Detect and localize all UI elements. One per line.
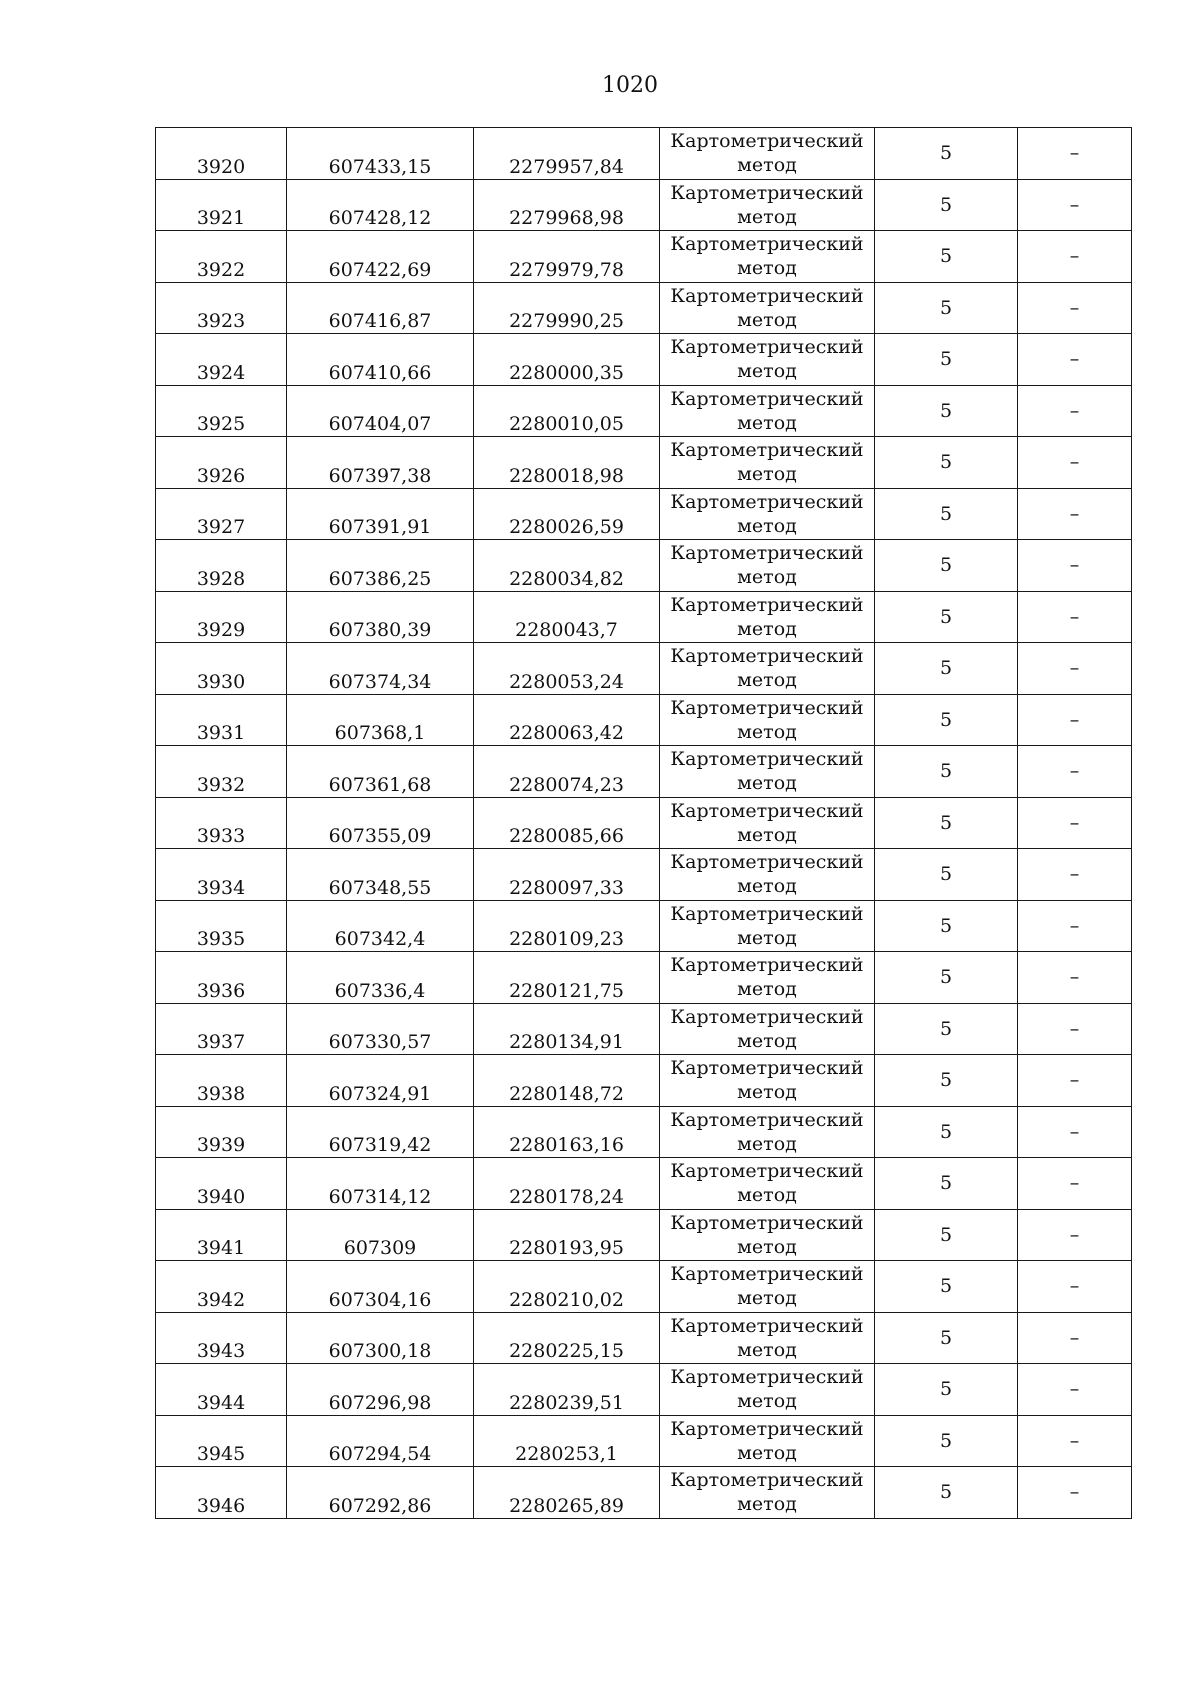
method-line-1: Картометрический bbox=[670, 130, 864, 153]
method-line-2: метод bbox=[737, 257, 797, 280]
method-line-1: Картометрический bbox=[670, 696, 864, 719]
method-line-2: метод bbox=[737, 1287, 797, 1310]
x-coordinate-cell: 607410,66 bbox=[287, 334, 474, 386]
table-row bbox=[156, 1209, 1132, 1261]
y-coordinate-cell: 2280034,82 bbox=[474, 540, 660, 592]
x-coordinate-cell: 607296,98 bbox=[287, 1364, 474, 1416]
table-row bbox=[156, 952, 1132, 1004]
point-number-cell: 3933 bbox=[156, 797, 287, 849]
method-line-1: Картометрический bbox=[670, 1469, 864, 1492]
table-row bbox=[156, 1261, 1132, 1313]
method-cell bbox=[660, 334, 875, 386]
accuracy-cell: 5 bbox=[875, 591, 1018, 643]
description-cell: – bbox=[1018, 1209, 1132, 1261]
x-coordinate-cell: 607294,54 bbox=[287, 1415, 474, 1467]
y-coordinate-cell: 2280053,24 bbox=[474, 643, 660, 695]
method-line-1: Картометрический bbox=[670, 1417, 864, 1440]
y-coordinate-cell: 2280210,02 bbox=[474, 1261, 660, 1313]
method-line-2: метод bbox=[737, 1081, 797, 1104]
table-row bbox=[156, 282, 1132, 334]
table-row bbox=[156, 746, 1132, 798]
y-coordinate-cell: 2280134,91 bbox=[474, 1003, 660, 1055]
method-cell bbox=[660, 540, 875, 592]
table-row bbox=[156, 694, 1132, 746]
point-number-cell: 3945 bbox=[156, 1415, 287, 1467]
table-row bbox=[156, 1467, 1132, 1519]
method-cell bbox=[660, 282, 875, 334]
x-coordinate-cell: 607309 bbox=[287, 1209, 474, 1261]
y-coordinate-cell: 2279979,78 bbox=[474, 231, 660, 283]
y-coordinate-cell: 2280074,23 bbox=[474, 746, 660, 798]
point-number-cell: 3944 bbox=[156, 1364, 287, 1416]
point-number-cell: 3936 bbox=[156, 952, 287, 1004]
method-line-2: метод bbox=[737, 463, 797, 486]
method-line-2: метод bbox=[737, 669, 797, 692]
accuracy-cell: 5 bbox=[875, 282, 1018, 334]
description-cell: – bbox=[1018, 334, 1132, 386]
x-coordinate-cell: 607355,09 bbox=[287, 797, 474, 849]
point-number-cell: 3938 bbox=[156, 1055, 287, 1107]
method-cell bbox=[660, 231, 875, 283]
description-cell: – bbox=[1018, 179, 1132, 231]
method-line-2: метод bbox=[737, 1493, 797, 1516]
x-coordinate-cell: 607397,38 bbox=[287, 437, 474, 489]
y-coordinate-cell: 2280178,24 bbox=[474, 1158, 660, 1210]
x-coordinate-cell: 607374,34 bbox=[287, 643, 474, 695]
point-number-cell: 3920 bbox=[156, 128, 287, 180]
method-line-1: Картометрический bbox=[670, 233, 864, 256]
description-cell: – bbox=[1018, 1312, 1132, 1364]
point-number-cell: 3942 bbox=[156, 1261, 287, 1313]
table-row bbox=[156, 1158, 1132, 1210]
description-cell: – bbox=[1018, 385, 1132, 437]
x-coordinate-cell: 607324,91 bbox=[287, 1055, 474, 1107]
method-cell bbox=[660, 1364, 875, 1416]
point-number-cell: 3930 bbox=[156, 643, 287, 695]
point-number-cell: 3923 bbox=[156, 282, 287, 334]
point-number-cell: 3927 bbox=[156, 488, 287, 540]
method-cell bbox=[660, 1467, 875, 1519]
description-cell: – bbox=[1018, 437, 1132, 489]
method-cell bbox=[660, 1209, 875, 1261]
description-cell: – bbox=[1018, 849, 1132, 901]
y-coordinate-cell: 2280063,42 bbox=[474, 694, 660, 746]
accuracy-cell: 5 bbox=[875, 900, 1018, 952]
method-line-1: Картометрический bbox=[670, 1057, 864, 1080]
method-line-1: Картометрический bbox=[670, 1108, 864, 1131]
method-line-2: метод bbox=[737, 1338, 797, 1361]
accuracy-cell: 5 bbox=[875, 694, 1018, 746]
method-line-1: Картометрический bbox=[670, 1160, 864, 1183]
y-coordinate-cell: 2280109,23 bbox=[474, 900, 660, 952]
method-line-1: Картометрический bbox=[670, 542, 864, 565]
y-coordinate-cell: 2279990,25 bbox=[474, 282, 660, 334]
description-cell: – bbox=[1018, 1364, 1132, 1416]
table-body bbox=[156, 128, 1132, 1519]
x-coordinate-cell: 607433,15 bbox=[287, 128, 474, 180]
method-line-1: Картометрический bbox=[670, 593, 864, 616]
table-row bbox=[156, 1415, 1132, 1467]
method-line-2: метод bbox=[737, 1235, 797, 1258]
y-coordinate-cell: 2280253,1 bbox=[474, 1415, 660, 1467]
method-line-1: Картометрический bbox=[670, 1211, 864, 1234]
method-cell bbox=[660, 1312, 875, 1364]
y-coordinate-cell: 2280000,35 bbox=[474, 334, 660, 386]
point-number-cell: 3937 bbox=[156, 1003, 287, 1055]
point-number-cell: 3939 bbox=[156, 1106, 287, 1158]
table-row bbox=[156, 179, 1132, 231]
coordinates-table bbox=[155, 127, 1132, 1519]
method-line-1: Картометрический bbox=[670, 748, 864, 771]
point-number-cell: 3934 bbox=[156, 849, 287, 901]
x-coordinate-cell: 607391,91 bbox=[287, 488, 474, 540]
method-line-1: Картометрический bbox=[670, 284, 864, 307]
page-number: 1020 bbox=[602, 73, 658, 98]
x-coordinate-cell: 607319,42 bbox=[287, 1106, 474, 1158]
point-number-cell: 3932 bbox=[156, 746, 287, 798]
method-line-1: Картометрический bbox=[670, 851, 864, 874]
description-cell: – bbox=[1018, 282, 1132, 334]
point-number-cell: 3929 bbox=[156, 591, 287, 643]
method-line-2: метод bbox=[737, 308, 797, 331]
accuracy-cell: 5 bbox=[875, 385, 1018, 437]
accuracy-cell: 5 bbox=[875, 540, 1018, 592]
accuracy-cell: 5 bbox=[875, 128, 1018, 180]
method-line-2: метод bbox=[737, 875, 797, 898]
method-line-1: Картометрический bbox=[670, 1366, 864, 1389]
point-number-cell: 3924 bbox=[156, 334, 287, 386]
description-cell: – bbox=[1018, 694, 1132, 746]
method-line-2: метод bbox=[737, 566, 797, 589]
method-line-2: метод bbox=[737, 360, 797, 383]
method-cell bbox=[660, 488, 875, 540]
method-cell bbox=[660, 1003, 875, 1055]
x-coordinate-cell: 607292,86 bbox=[287, 1467, 474, 1519]
method-line-1: Картометрический bbox=[670, 954, 864, 977]
method-line-1: Картометрический bbox=[670, 439, 864, 462]
description-cell: – bbox=[1018, 1261, 1132, 1313]
accuracy-cell: 5 bbox=[875, 437, 1018, 489]
point-number-cell: 3925 bbox=[156, 385, 287, 437]
method-line-1: Картометрический bbox=[670, 1314, 864, 1337]
x-coordinate-cell: 607314,12 bbox=[287, 1158, 474, 1210]
method-line-1: Картометрический bbox=[670, 1005, 864, 1028]
method-line-1: Картометрический bbox=[670, 645, 864, 668]
accuracy-cell: 5 bbox=[875, 179, 1018, 231]
method-line-2: метод bbox=[737, 978, 797, 1001]
description-cell: – bbox=[1018, 1055, 1132, 1107]
method-line-1: Картометрический bbox=[670, 902, 864, 925]
y-coordinate-cell: 2280085,66 bbox=[474, 797, 660, 849]
method-line-2: метод bbox=[737, 1390, 797, 1413]
method-line-2: метод bbox=[737, 720, 797, 743]
accuracy-cell: 5 bbox=[875, 1055, 1018, 1107]
table-row bbox=[156, 1106, 1132, 1158]
method-line-2: метод bbox=[737, 1029, 797, 1052]
y-coordinate-cell: 2280026,59 bbox=[474, 488, 660, 540]
method-line-1: Картометрический bbox=[670, 490, 864, 513]
method-line-2: метод bbox=[737, 823, 797, 846]
table-row bbox=[156, 1312, 1132, 1364]
table-row bbox=[156, 1003, 1132, 1055]
method-cell bbox=[660, 1415, 875, 1467]
method-cell bbox=[660, 128, 875, 180]
y-coordinate-cell: 2280225,15 bbox=[474, 1312, 660, 1364]
x-coordinate-cell: 607380,39 bbox=[287, 591, 474, 643]
method-line-1: Картометрический bbox=[670, 336, 864, 359]
table-row bbox=[156, 643, 1132, 695]
accuracy-cell: 5 bbox=[875, 1209, 1018, 1261]
description-cell: – bbox=[1018, 591, 1132, 643]
method-cell bbox=[660, 1106, 875, 1158]
x-coordinate-cell: 607304,16 bbox=[287, 1261, 474, 1313]
table-row bbox=[156, 591, 1132, 643]
description-cell: – bbox=[1018, 1467, 1132, 1519]
method-line-1: Картометрический bbox=[670, 799, 864, 822]
point-number-cell: 3946 bbox=[156, 1467, 287, 1519]
y-coordinate-cell: 2280018,98 bbox=[474, 437, 660, 489]
table-row bbox=[156, 1364, 1132, 1416]
accuracy-cell: 5 bbox=[875, 746, 1018, 798]
method-line-2: метод bbox=[737, 154, 797, 177]
method-cell bbox=[660, 952, 875, 1004]
method-line-1: Картометрический bbox=[670, 1263, 864, 1286]
description-cell: – bbox=[1018, 231, 1132, 283]
x-coordinate-cell: 607336,4 bbox=[287, 952, 474, 1004]
description-cell: – bbox=[1018, 488, 1132, 540]
table-row bbox=[156, 334, 1132, 386]
accuracy-cell: 5 bbox=[875, 1467, 1018, 1519]
method-line-2: метод bbox=[737, 1132, 797, 1155]
x-coordinate-cell: 607422,69 bbox=[287, 231, 474, 283]
table-row bbox=[156, 797, 1132, 849]
method-cell bbox=[660, 179, 875, 231]
description-cell: – bbox=[1018, 1415, 1132, 1467]
method-cell bbox=[660, 385, 875, 437]
method-line-2: метод bbox=[737, 772, 797, 795]
point-number-cell: 3940 bbox=[156, 1158, 287, 1210]
x-coordinate-cell: 607300,18 bbox=[287, 1312, 474, 1364]
x-coordinate-cell: 607342,4 bbox=[287, 900, 474, 952]
method-line-2: метод bbox=[737, 205, 797, 228]
method-line-2: метод bbox=[737, 926, 797, 949]
x-coordinate-cell: 607330,57 bbox=[287, 1003, 474, 1055]
table-row bbox=[156, 900, 1132, 952]
method-cell bbox=[660, 591, 875, 643]
description-cell: – bbox=[1018, 1158, 1132, 1210]
method-line-2: метод bbox=[737, 1184, 797, 1207]
table-row bbox=[156, 849, 1132, 901]
method-line-2: метод bbox=[737, 1441, 797, 1464]
accuracy-cell: 5 bbox=[875, 334, 1018, 386]
accuracy-cell: 5 bbox=[875, 1312, 1018, 1364]
table-row bbox=[156, 488, 1132, 540]
method-line-1: Картометрический bbox=[670, 387, 864, 410]
accuracy-cell: 5 bbox=[875, 1003, 1018, 1055]
point-number-cell: 3922 bbox=[156, 231, 287, 283]
point-number-cell: 3928 bbox=[156, 540, 287, 592]
table-row bbox=[156, 1055, 1132, 1107]
point-number-cell: 3926 bbox=[156, 437, 287, 489]
method-line-2: метод bbox=[737, 411, 797, 434]
accuracy-cell: 5 bbox=[875, 952, 1018, 1004]
y-coordinate-cell: 2280010,05 bbox=[474, 385, 660, 437]
accuracy-cell: 5 bbox=[875, 231, 1018, 283]
x-coordinate-cell: 607416,87 bbox=[287, 282, 474, 334]
accuracy-cell: 5 bbox=[875, 1415, 1018, 1467]
x-coordinate-cell: 607428,12 bbox=[287, 179, 474, 231]
y-coordinate-cell: 2280193,95 bbox=[474, 1209, 660, 1261]
accuracy-cell: 5 bbox=[875, 797, 1018, 849]
accuracy-cell: 5 bbox=[875, 849, 1018, 901]
method-line-2: метод bbox=[737, 514, 797, 537]
method-cell bbox=[660, 1158, 875, 1210]
point-number-cell: 3921 bbox=[156, 179, 287, 231]
method-cell bbox=[660, 643, 875, 695]
y-coordinate-cell: 2280097,33 bbox=[474, 849, 660, 901]
description-cell: – bbox=[1018, 746, 1132, 798]
method-cell bbox=[660, 1261, 875, 1313]
accuracy-cell: 5 bbox=[875, 1261, 1018, 1313]
method-cell bbox=[660, 746, 875, 798]
x-coordinate-cell: 607361,68 bbox=[287, 746, 474, 798]
y-coordinate-cell: 2280043,7 bbox=[474, 591, 660, 643]
method-cell bbox=[660, 900, 875, 952]
description-cell: – bbox=[1018, 900, 1132, 952]
table-row bbox=[156, 540, 1132, 592]
method-line-1: Картометрический bbox=[670, 181, 864, 204]
description-cell: – bbox=[1018, 540, 1132, 592]
description-cell: – bbox=[1018, 128, 1132, 180]
method-cell bbox=[660, 797, 875, 849]
accuracy-cell: 5 bbox=[875, 488, 1018, 540]
y-coordinate-cell: 2280148,72 bbox=[474, 1055, 660, 1107]
description-cell: – bbox=[1018, 1106, 1132, 1158]
method-cell bbox=[660, 437, 875, 489]
y-coordinate-cell: 2280121,75 bbox=[474, 952, 660, 1004]
accuracy-cell: 5 bbox=[875, 1364, 1018, 1416]
x-coordinate-cell: 607348,55 bbox=[287, 849, 474, 901]
method-line-2: метод bbox=[737, 617, 797, 640]
description-cell: – bbox=[1018, 797, 1132, 849]
method-cell bbox=[660, 1055, 875, 1107]
y-coordinate-cell: 2280163,16 bbox=[474, 1106, 660, 1158]
y-coordinate-cell: 2279957,84 bbox=[474, 128, 660, 180]
method-cell bbox=[660, 849, 875, 901]
table-row bbox=[156, 437, 1132, 489]
accuracy-cell: 5 bbox=[875, 643, 1018, 695]
accuracy-cell: 5 bbox=[875, 1106, 1018, 1158]
method-cell bbox=[660, 694, 875, 746]
point-number-cell: 3935 bbox=[156, 900, 287, 952]
table-row bbox=[156, 128, 1132, 180]
point-number-cell: 3943 bbox=[156, 1312, 287, 1364]
table-row bbox=[156, 231, 1132, 283]
table-row bbox=[156, 385, 1132, 437]
description-cell: – bbox=[1018, 643, 1132, 695]
accuracy-cell: 5 bbox=[875, 1158, 1018, 1210]
point-number-cell: 3931 bbox=[156, 694, 287, 746]
y-coordinate-cell: 2280239,51 bbox=[474, 1364, 660, 1416]
description-cell: – bbox=[1018, 952, 1132, 1004]
x-coordinate-cell: 607386,25 bbox=[287, 540, 474, 592]
y-coordinate-cell: 2280265,89 bbox=[474, 1467, 660, 1519]
x-coordinate-cell: 607404,07 bbox=[287, 385, 474, 437]
y-coordinate-cell: 2279968,98 bbox=[474, 179, 660, 231]
description-cell: – bbox=[1018, 1003, 1132, 1055]
point-number-cell: 3941 bbox=[156, 1209, 287, 1261]
x-coordinate-cell: 607368,1 bbox=[287, 694, 474, 746]
